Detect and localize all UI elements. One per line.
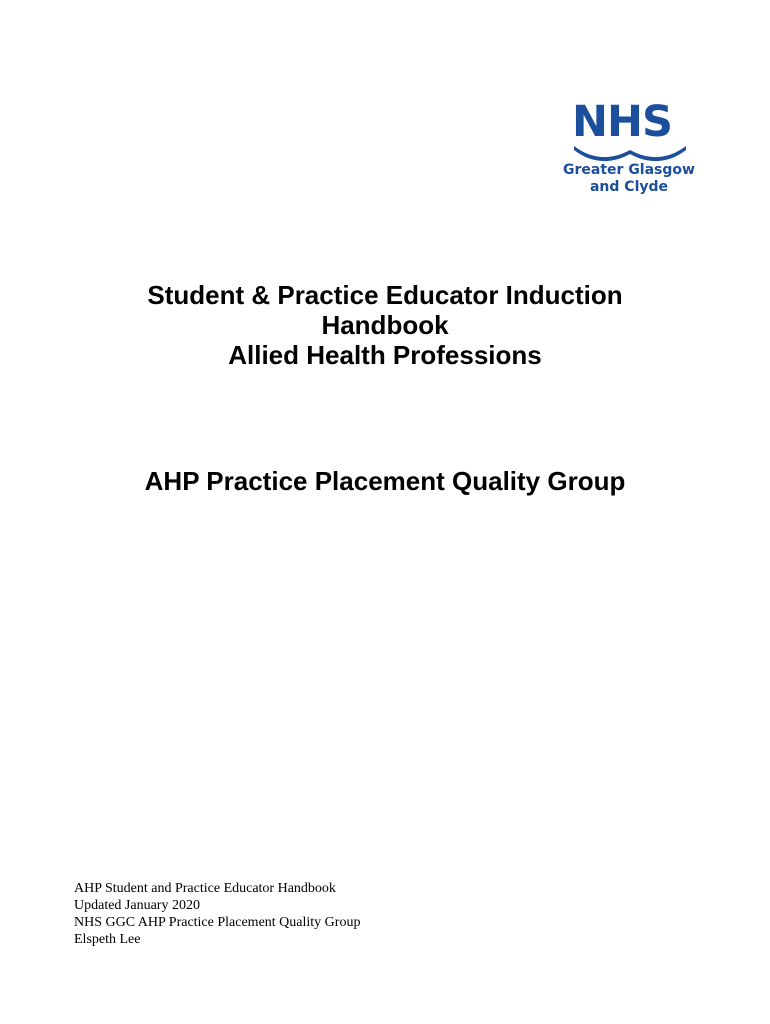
nhs-wave-icon: [572, 142, 688, 164]
nhs-board-line-2: and Clyde: [589, 179, 669, 195]
footer-line-2: Updated January 2020: [74, 898, 200, 913]
title-line-2: Handbook: [321, 310, 449, 340]
footer-line-1: AHP Student and Practice Educator Handbook: [74, 881, 336, 896]
title-line-1: Student & Practice Educator Induction: [147, 280, 623, 310]
nhs-board-name: [558, 162, 700, 196]
footer-line-3: NHS GGC AHP Practice Placement Quality Group: [74, 915, 361, 930]
nhs-board-line-1: Greater Glasgow: [563, 162, 695, 178]
footer-line-4: Elspeth Lee: [74, 932, 141, 947]
title-line-3: Allied Health Professions: [228, 340, 542, 370]
group-title: AHP Practice Placement Quality Group: [144, 466, 626, 496]
document-title: [0, 280, 770, 370]
document-footer: [74, 880, 360, 948]
nhs-logo: [558, 97, 700, 200]
nhs-logo-wordmark: NHS: [572, 97, 672, 147]
